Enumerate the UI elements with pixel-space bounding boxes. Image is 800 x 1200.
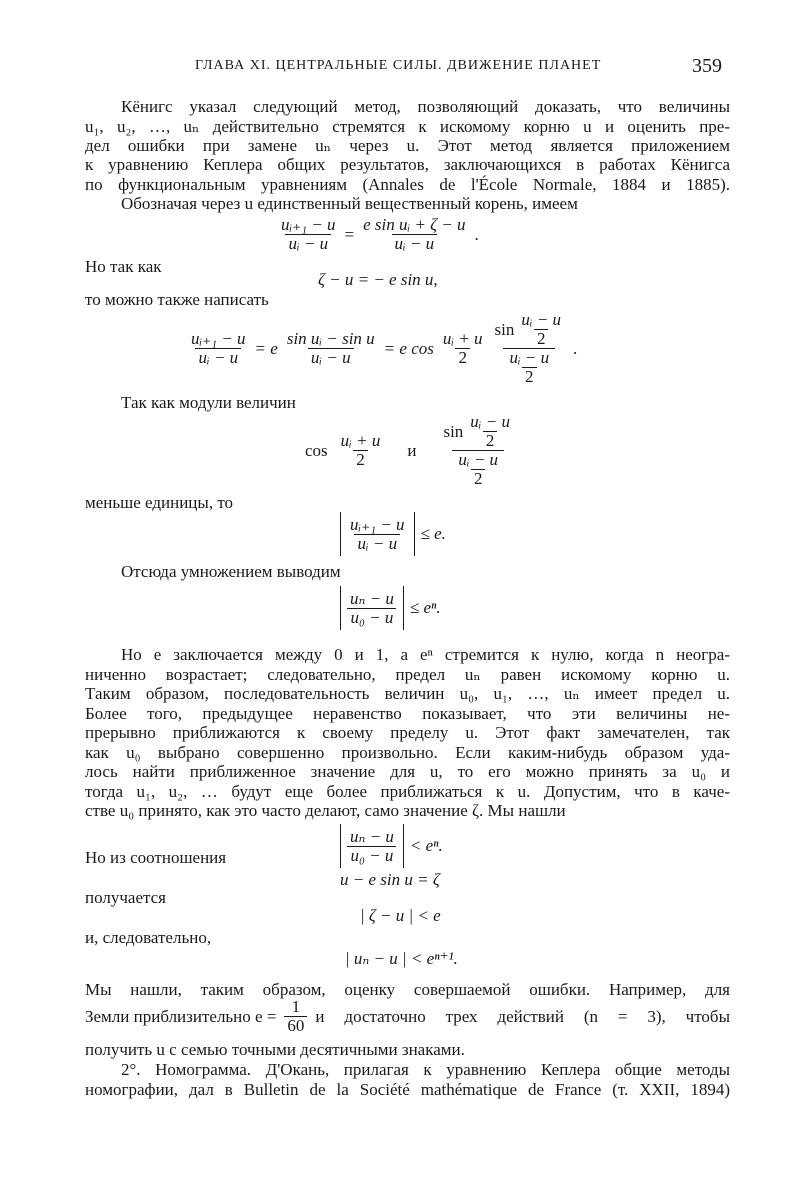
text-line: меньше единицы, то bbox=[85, 493, 234, 512]
text-segment: Земли приблизительно e = bbox=[85, 1006, 277, 1026]
denominator: 2 bbox=[483, 431, 498, 450]
text-line: получается bbox=[85, 888, 166, 907]
function: sin bbox=[494, 319, 515, 339]
text-line: по функциональным уравнениям (Annales de l'École Normale, 1884 и 1885). bbox=[85, 175, 730, 194]
text-line: лось найти приближенное значение для u, то его можно принять за u₀ и bbox=[85, 762, 730, 781]
page-number: 359 bbox=[692, 55, 722, 77]
denominator: 2 bbox=[534, 329, 549, 348]
equation-8: u − e sin u = ζ bbox=[340, 870, 440, 889]
punct: . bbox=[474, 224, 479, 244]
denominator: uᵢ − u bbox=[195, 348, 241, 367]
text-segment: и достаточно трех действий (n = 3), чтобы bbox=[315, 1006, 730, 1026]
denominator: 2 bbox=[522, 367, 537, 386]
denominator: 2 bbox=[471, 469, 486, 488]
denominator: uᵢ − u bbox=[285, 234, 331, 253]
numerator: sin uᵢ − sin u bbox=[286, 329, 375, 348]
denominator: 60 bbox=[284, 1016, 307, 1035]
text-line: u₁, u₂, …, uₙ действительно стремятся к искомому корню u и оценить пре- bbox=[85, 117, 730, 136]
equation-2: ζ − u = − e sin u, bbox=[318, 270, 438, 289]
numerator: uᵢ + u bbox=[340, 431, 381, 450]
text-line: Но e заключается между 0 и 1, а eⁿ стремится к нулю, когда n неогра- bbox=[121, 645, 730, 664]
text-line: к уравнению Кеплера общих результатов, заключающихся в работах Кёнигса bbox=[85, 155, 730, 174]
text-line: тогда u₁, u₂, … будут еще более приближаться к u. Допустим, что в каче- bbox=[85, 782, 730, 801]
numerator: uᵢ₊₁ − u bbox=[350, 514, 405, 534]
text-line: Мы нашли, таким образом, оценку совершаемой ошибки. Например, для bbox=[85, 980, 730, 999]
numerator: uᵢ₊₁ − u bbox=[281, 215, 336, 234]
numerator: uᵢ − u bbox=[458, 450, 499, 469]
equation-9: | ζ − u | < e bbox=[360, 906, 441, 925]
numerator: e sin uᵢ + ζ − u bbox=[363, 215, 466, 234]
operator: = e cos bbox=[383, 338, 434, 358]
relation: ≤ e. bbox=[420, 524, 446, 543]
text-line: Отсюда умножением выводим bbox=[121, 562, 341, 581]
equation-4 bbox=[305, 413, 516, 488]
text-line: Таким образом, последовательность величин u₀, u₁, …, uₙ имеет предел u. bbox=[85, 684, 730, 703]
text-line: получить u с семью точными десятичными знаками. bbox=[85, 1040, 465, 1059]
denominator: 2 bbox=[455, 348, 470, 367]
equation-10: | uₙ − u | < eⁿ⁺¹. bbox=[345, 949, 458, 968]
numerator: uᵢ − u bbox=[470, 412, 510, 431]
denominator: uᵢ − u bbox=[392, 234, 438, 253]
text-line: Кёнигс указал следующий метод, позволяющий доказать, что величины bbox=[121, 97, 730, 116]
equation-5 bbox=[340, 512, 446, 556]
numerator: uₙ − u bbox=[350, 588, 394, 608]
text-line: ниченно возрастает; следовательно, предел uₙ равен искомому корню u. bbox=[85, 665, 730, 684]
numerator: 1 bbox=[291, 997, 301, 1016]
numerator: uᵢ − u bbox=[509, 348, 550, 367]
operator: = e bbox=[254, 338, 278, 358]
text-line: Более того, предыдущее неравенство показывает, что эти величины не- bbox=[85, 704, 730, 723]
punct: . bbox=[573, 338, 578, 358]
equation-3 bbox=[188, 311, 577, 386]
operator: = bbox=[344, 224, 355, 244]
text-line: стве u₀ принято, как это часто делают, само значение ζ. Мы нашли bbox=[85, 801, 566, 820]
text-line bbox=[85, 998, 730, 1035]
running-title: ГЛАВА XI. ЦЕНТРАЛЬНЫЕ СИЛЫ. ДВИЖЕНИЕ ПЛАНЕТ bbox=[195, 58, 602, 73]
equation-7 bbox=[340, 824, 443, 868]
numerator: uᵢ − u bbox=[521, 310, 562, 329]
text-line: номографии, дал в Bulletin de la Société mathématique de France (т. XXII, 1894) bbox=[85, 1080, 730, 1099]
text-line: Так как модули величин bbox=[121, 393, 296, 412]
text-line: прерывно приближаются к своему пределу u. Этот факт замечателен, так bbox=[85, 723, 730, 742]
denominator: uᵢ − u bbox=[308, 348, 354, 367]
conjunction: и bbox=[407, 440, 417, 460]
text-line: Обозначая через u единственный вещественный корень, имеем bbox=[121, 194, 578, 213]
relation: ≤ eⁿ. bbox=[409, 598, 441, 617]
numerator: uₙ − u bbox=[350, 826, 394, 846]
text-line: и, следовательно, bbox=[85, 928, 212, 947]
denominator: u₀ − u bbox=[347, 608, 396, 627]
text-line: Но из соотношения bbox=[85, 848, 227, 867]
denominator: u₀ − u bbox=[347, 846, 396, 865]
relation: < eⁿ. bbox=[409, 836, 443, 855]
function: cos bbox=[305, 440, 328, 460]
equation-6 bbox=[340, 586, 441, 630]
text-line: Но так как bbox=[85, 257, 162, 276]
text-line: то можно также написать bbox=[85, 290, 269, 309]
text-line: как u₀ выбрано совершенно произвольно. Если каким-нибудь образом уда- bbox=[85, 743, 730, 762]
denominator: uᵢ − u bbox=[354, 534, 400, 553]
function: sin bbox=[443, 421, 464, 441]
text-line: 2°. Номограмма. Д'Окань, прилагая к уравнению Кеплера общие методы bbox=[121, 1060, 730, 1079]
denominator: 2 bbox=[353, 450, 368, 469]
numerator: uᵢ₊₁ − u bbox=[191, 329, 246, 348]
text-line: дел ошибки при замене uₙ через u. Этот метод является приложением bbox=[85, 136, 730, 155]
equation-1 bbox=[278, 216, 479, 253]
numerator: uᵢ + u bbox=[442, 329, 483, 348]
